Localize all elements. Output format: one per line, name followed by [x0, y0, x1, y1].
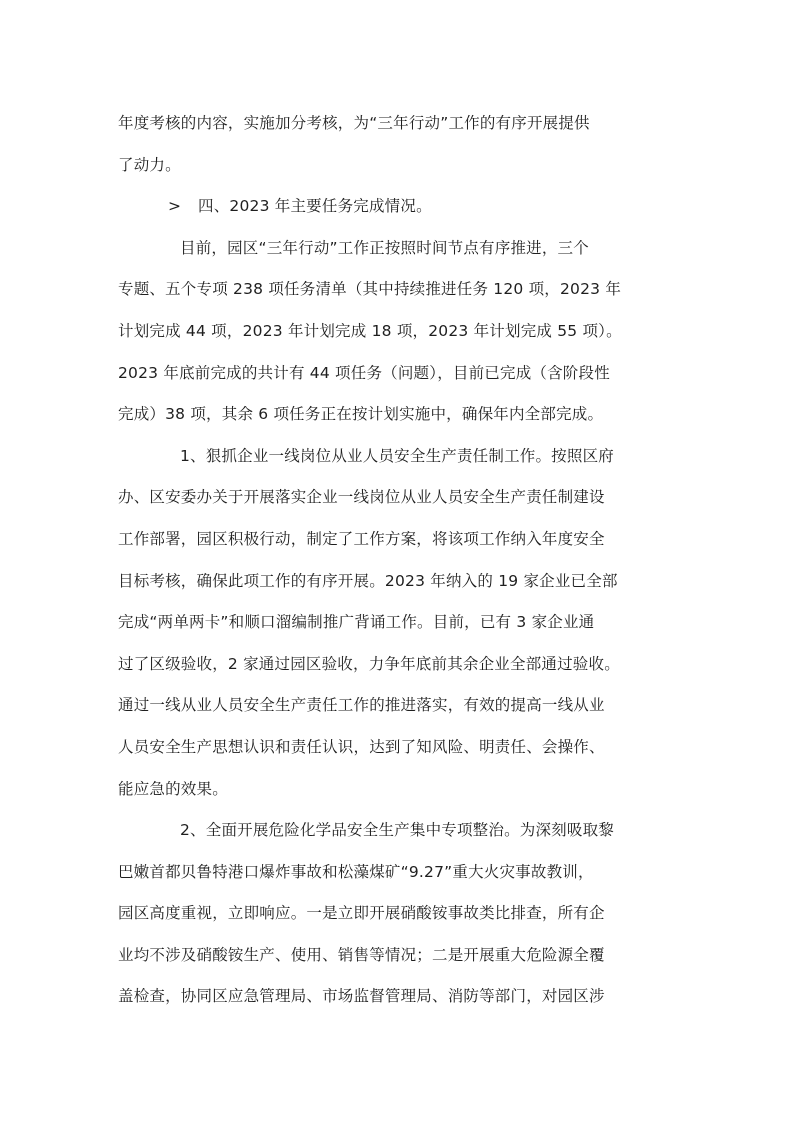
- text-line: 业均不涉及硝酸铵生产、使用、销售等情况；二是开展重大危险源全覆: [118, 945, 605, 964]
- text-line: 能应急的效果。: [118, 779, 228, 798]
- text-line: 完成）38 项，其余 6 项任务正在按计划实施中，确保年内全部完成。: [118, 405, 604, 424]
- text-line: 专题、五个专项 238 项任务清单（其中持续推进任务 120 项，2023 年: [118, 280, 622, 299]
- text-line: 目标考核，确保此项工作的有序开展。2023 年纳入的 19 家企业已全部: [118, 571, 618, 590]
- paragraph-first-line: 1、狠抓企业一线岗位从业人员安全生产责任制工作。按照区府: [180, 446, 614, 465]
- paragraph-first-line: 2、全面开展危险化学品安全生产集中专项整治。为深刻吸取黎: [180, 821, 614, 840]
- section-heading: [118, 186, 675, 228]
- text-line: 盖检查，协同区应急管理局、市场监督管理局、消防等部门，对园区涉: [118, 987, 605, 1006]
- heading-marker: >: [168, 197, 182, 216]
- text-line: 通过一线从业人员安全生产责任工作的推进落实，有效的提高一线从业: [118, 696, 605, 715]
- text-line: 人员安全生产思想认识和责任认识，达到了知风险、明责任、会操作、: [118, 737, 605, 756]
- document-body: [118, 103, 675, 1018]
- text-line: 园区高度重视，立即响应。一是立即开展硝酸铵事故类比排查，所有企: [118, 904, 605, 923]
- paragraph-first-line: 目前，园区“三年行动”工作正按照时间节点有序推进，三个: [180, 238, 589, 257]
- section-heading-text: 四、2023 年主要任务完成情况。: [198, 197, 432, 216]
- text-line: 2023 年底前完成的共计有 44 项任务（问题），目前已完成（含阶段性: [118, 363, 610, 382]
- text-line: 计划完成 44 项，2023 年计划完成 18 项，2023 年计划完成 55 项）。: [118, 321, 622, 340]
- text-line: 年度考核的内容，实施加分考核，为“三年行动”工作的有序开展提供: [118, 114, 590, 132]
- text-line: 完成“两单两卡”和顺口溜编制推广背诵工作。目前，已有 3 家企业通: [118, 613, 595, 632]
- text-line: 办、区安委办关于开展落实企业一线岗位从业人员安全生产责任制建设: [118, 488, 605, 507]
- text-line: 巴嫩首都贝鲁特港口爆炸事故和松藻煤矿“9.27”重大火灾事故教训，: [118, 862, 594, 881]
- text-line: 过了区级验收，2 家通过园区验收，力争年底前其余企业全部通过验收。: [118, 654, 620, 673]
- text-line: 工作部署，园区积极行动，制定了工作方案，将该项工作纳入年度安全: [118, 529, 605, 548]
- text-line: 了动力。: [118, 155, 181, 174]
